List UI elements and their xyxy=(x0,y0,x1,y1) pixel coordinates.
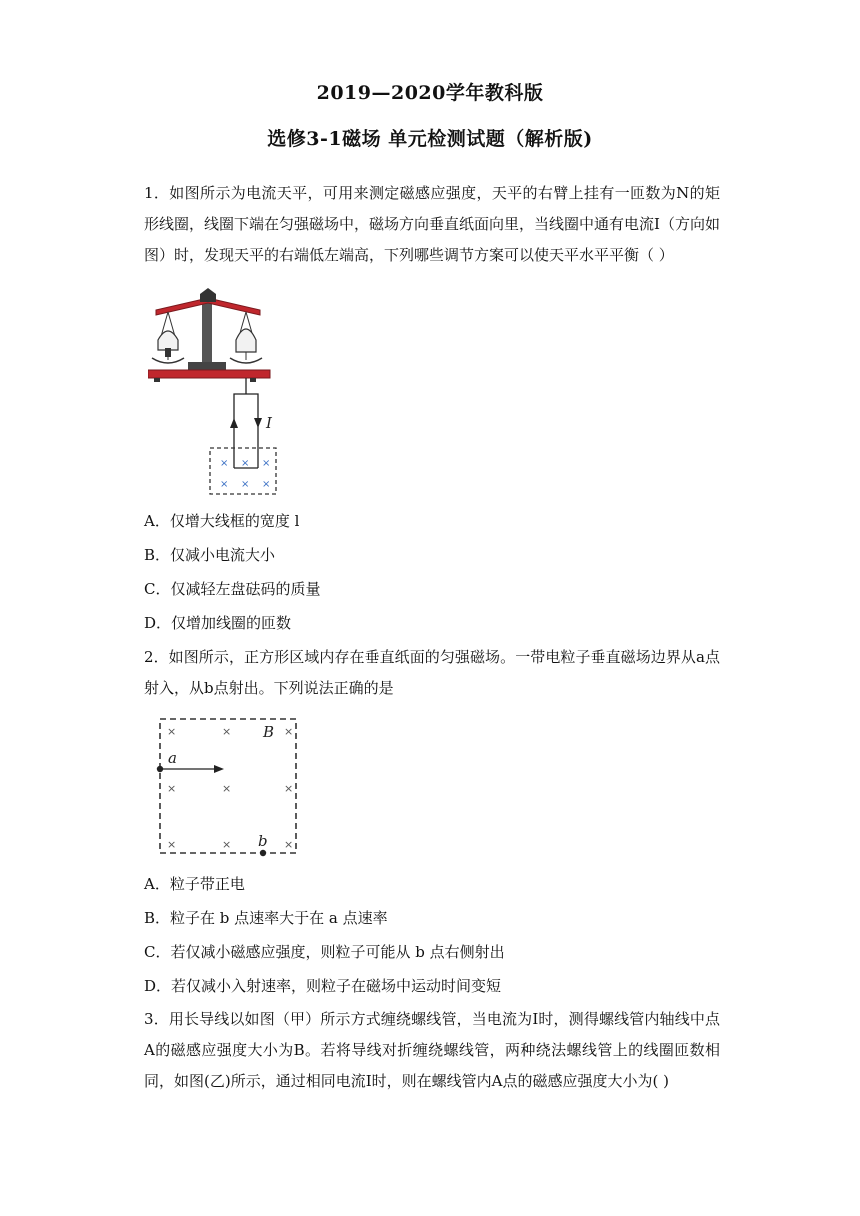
svg-text:×: × xyxy=(220,458,229,469)
question-2-option-b: B．粒子在 b 点速率大于在 a 点速率 xyxy=(144,909,388,927)
question-3-stem: 3．用长导线以如图（甲）所示方式缠绕螺线管，当电流为I时，测得螺线管内轴线中点A的磁感应强度大小为B。若将导线对折缠绕螺线管，两种绕法螺线管上的线圈匝数相同，如图(乙)所示，通过相同电流I时，则在螺线管内A点的磁感应强度大小为( ) xyxy=(144,1010,720,1090)
page-title-line-1: 2019—2020学年教科版 xyxy=(316,82,544,104)
point-a-label: a xyxy=(168,749,177,767)
svg-text:×: × xyxy=(167,782,177,795)
current-label-I: I xyxy=(266,414,272,432)
question-2-option-c: C．若仅减小磁感应强度，则粒子可能从 b 点右侧射出 xyxy=(144,943,505,961)
point-b-dot xyxy=(260,850,266,856)
coil-wire xyxy=(234,378,258,468)
svg-text:×: × xyxy=(284,725,294,738)
question-2-stem: 2．如图所示，正方形区域内存在垂直纸面的匀强磁场。一带电粒子垂直磁场边界从a点射入，从b点射出。下列说法正确的是 xyxy=(144,648,720,697)
svg-text:×: × xyxy=(284,782,294,795)
current-down-arrow xyxy=(254,418,262,428)
svg-text:×: × xyxy=(220,479,229,490)
balance-base xyxy=(148,370,270,378)
question-1-option-d: D．仅增加线圈的匝数 xyxy=(144,614,292,632)
field-label-B: B xyxy=(263,723,275,741)
question-2-option-d: D．若仅减小入射速率，则粒子在磁场中运动时间变短 xyxy=(144,977,502,995)
svg-text:×: × xyxy=(284,838,294,851)
question-1-option-b: B．仅减小电流大小 xyxy=(144,546,276,564)
left-pan xyxy=(152,312,184,363)
current-up-arrow xyxy=(230,418,238,428)
svg-text:×: × xyxy=(262,479,271,490)
question-1-option-a: A．仅增大线框的宽度 l xyxy=(144,512,300,530)
question-1-option-c: C．仅减轻左盘砝码的质量 xyxy=(144,580,321,598)
svg-text:×: × xyxy=(167,725,177,738)
svg-text:×: × xyxy=(262,458,271,469)
right-pan xyxy=(230,312,262,363)
svg-text:×: × xyxy=(222,782,232,795)
svg-text:×: × xyxy=(241,479,250,490)
square-field-figure xyxy=(154,714,302,858)
page-title-line-2: 选修3-1磁场 单元检测试题（解析版) xyxy=(267,128,593,150)
svg-text:×: × xyxy=(241,458,250,469)
field-crosses xyxy=(167,725,293,851)
point-b-label: b xyxy=(258,832,268,850)
question-2-option-a: A．粒子带正电 xyxy=(144,875,245,893)
question-1-stem: 1．如图所示为电流天平，可用来测定磁感应强度，天平的右臂上挂有一匝数为N的矩形线圈，线圈下端在匀强磁场中，磁场方向垂直纸面向里，当线圈中通有电流I（方向如图）时，发现天平的右端低左端高，下列哪些调节方案可以使天平水平平衡（ ） xyxy=(144,184,720,264)
field-crosses xyxy=(220,458,270,490)
svg-text:×: × xyxy=(167,838,177,851)
svg-text:×: × xyxy=(222,725,232,738)
current-balance-figure xyxy=(148,288,284,498)
svg-text:×: × xyxy=(222,838,232,851)
